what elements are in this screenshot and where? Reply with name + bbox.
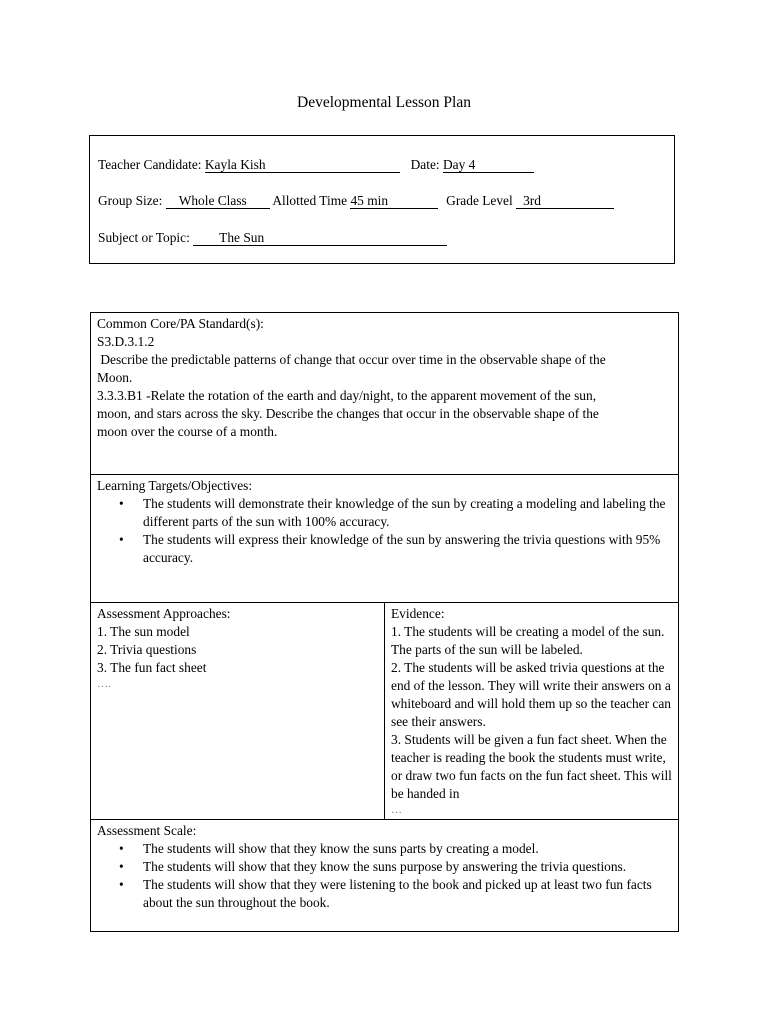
lesson-plan-table	[90, 312, 679, 932]
standard-text-1a: Describe the predictable patterns of change that occur over time in the observable shape of the	[97, 352, 606, 367]
assessment-evidence-row	[91, 603, 679, 820]
date-label: Date:	[410, 157, 440, 172]
scale-row	[91, 820, 679, 932]
objectives-cell	[91, 475, 679, 603]
evidence-label: Evidence:	[391, 606, 445, 621]
standards-row	[91, 313, 679, 475]
subject-line	[98, 230, 447, 246]
grade-field	[516, 193, 614, 209]
grade-label: Grade Level	[446, 193, 513, 208]
evidence-text-3: 3. Students will be given a fun fact sheet. When the teacher is reading the book the students must write, or draw two fun facts on the fun fact sheet. This will be handed in	[391, 732, 672, 801]
standards-cell	[91, 313, 679, 475]
group-label: Group Size:	[98, 193, 163, 208]
standards-label: Common Core/PA Standard(s):	[97, 316, 264, 331]
date-value: Day 4	[442, 157, 476, 172]
evidence-ellipsis: …	[391, 804, 402, 816]
scale-cell	[91, 820, 679, 932]
header-info-box	[89, 135, 675, 264]
assessment-cell	[91, 603, 385, 820]
teacher-label: Teacher Candidate:	[98, 157, 202, 172]
assessment-item: 3. The fun fact sheet	[97, 660, 207, 675]
grade-value: 3rd	[523, 193, 541, 208]
group-value: Whole Class	[178, 193, 247, 208]
standard-text-2a: 3.3.3.B1 -Relate the rotation of the earth and day/night, to the apparent movement of the sun,	[97, 388, 597, 403]
subject-value: The Sun	[219, 230, 265, 245]
teacher-date-line	[98, 157, 534, 173]
standard-text-2c: moon over the course of a month.	[97, 424, 278, 439]
scale-item: • The students will show that they know the suns purpose by answering the trivia questions.	[143, 858, 672, 876]
objectives-label: Learning Targets/Objectives:	[97, 478, 253, 493]
standard-text-2b: moon, and stars across the sky. Describe the changes that occur in the observable shape of the	[97, 406, 599, 421]
assessment-ellipsis: ….	[97, 678, 111, 690]
subject-field	[193, 230, 447, 246]
assessment-label: Assessment Approaches:	[97, 606, 231, 621]
standard-code-1: S3.D.3.1.2	[97, 334, 155, 349]
objective-item: • The students will demonstrate their knowledge of the sun by creating a modeling and labeling the different parts of the sun with 100% accuracy.	[143, 495, 672, 531]
group-time-grade-line	[98, 193, 614, 209]
evidence-text-2: 2. The students will be asked trivia questions at the end of the lesson. They will write their answers on a whiteboard and will hold them up so the teacher can see their answers.	[391, 660, 672, 729]
time-value: 45 min	[350, 193, 389, 208]
teacher-value: Kayla Kish	[204, 157, 266, 172]
subject-label: Subject or Topic:	[98, 230, 190, 245]
page-title: Developmental Lesson Plan	[297, 94, 471, 111]
group-field	[166, 193, 270, 209]
objective-item: • The students will express their knowledge of the sun by answering the trivia questions with 95% accuracy.	[143, 531, 672, 567]
date-field	[443, 157, 534, 173]
scale-label: Assessment Scale:	[97, 823, 197, 838]
time-field	[350, 193, 438, 209]
teacher-field	[205, 157, 400, 173]
standard-text-1b: Moon.	[97, 370, 133, 385]
time-label: Allotted Time	[272, 193, 348, 208]
assessment-item: 2. Trivia questions	[97, 642, 197, 657]
evidence-cell	[385, 603, 679, 820]
scale-item: • The students will show that they were listening to the book and picked up at least two fun facts about the sun throughout the book.	[143, 876, 672, 912]
assessment-item: 1. The sun model	[97, 624, 190, 639]
evidence-text-1: 1. The students will be creating a model of the sun. The parts of the sun will be labeled.	[391, 624, 665, 657]
objectives-list	[97, 495, 672, 567]
objectives-row	[91, 475, 679, 603]
scale-item: • The students will show that they know the suns parts by creating a model.	[143, 840, 672, 858]
scale-list	[97, 840, 672, 912]
